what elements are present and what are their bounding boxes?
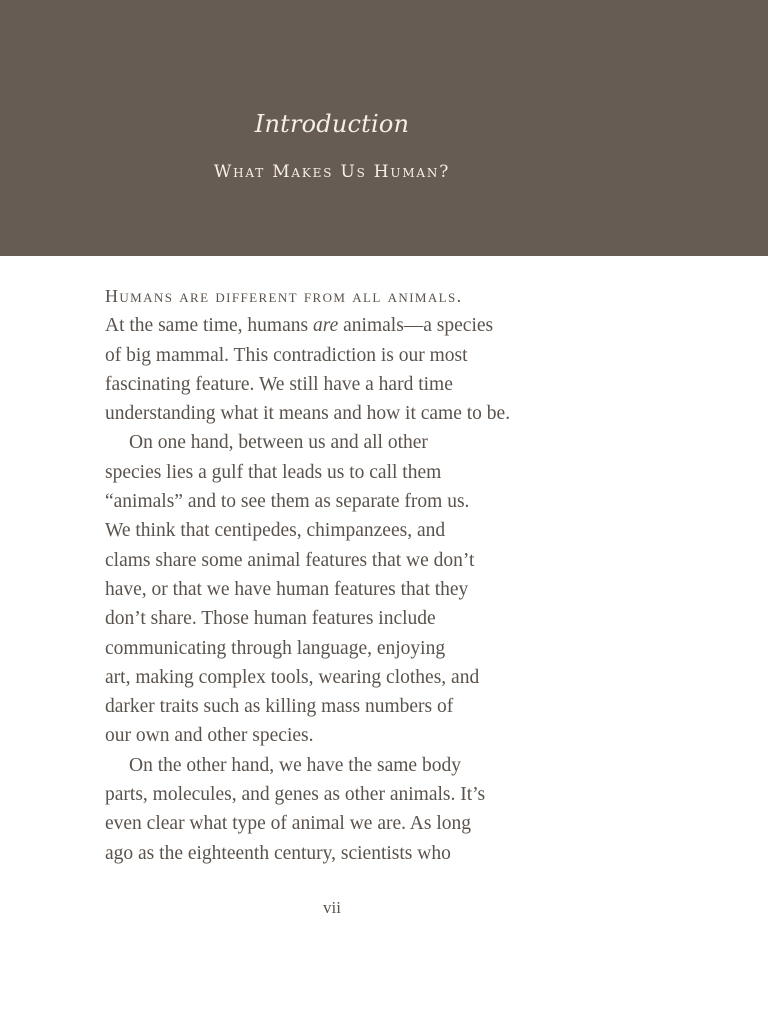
opening-line: Humans are different from all animals. [105,286,463,306]
paragraph-2 [105,428,561,750]
chapter-header-band [0,0,768,256]
body-text [105,282,561,868]
chapter-label: Introduction [254,110,410,138]
text-line: On one hand, between us and all other [129,432,428,454]
text-line: understanding what it means and how it came to be. [105,403,511,425]
emphasis: are [312,315,339,337]
text-line: ago as the eighteenth century, scientists who [105,842,451,864]
text-line: We think that centipedes, chimpanzees, and [105,520,446,542]
text-line: clams share some animal features that we don’t [105,549,475,571]
text-line: our own and other species. [105,725,314,747]
page-number: vii [323,898,341,917]
text-line: fascinating feature. We still have a hard time [105,373,453,395]
text-line: have, or that we have human features that they [105,578,469,600]
text-line: On the other hand, we have the same body [129,754,461,776]
text-line: “animals” and to see them as separate from us. [105,491,470,513]
text-line: communicating through language, enjoying [105,637,446,659]
text-run: At the same time, humans [105,315,313,337]
chapter-title: What Makes Us Human? [213,162,451,182]
text-line: art, making complex tools, wearing clothes, and [105,666,480,688]
text-line: don’t share. Those human features include [105,608,436,630]
paragraph-1 [105,282,561,428]
text-line: even clear what type of animal we are. As long [105,813,472,835]
text-run: animals—a species [338,315,494,337]
text-line: parts, molecules, and genes as other animals. It’s [105,784,486,806]
text-line: of big mammal. This contradiction is our most [105,344,468,366]
text-line [105,311,561,340]
text-line: darker traits such as killing mass numbers of [105,696,454,718]
paragraph-3 [105,751,561,868]
text-line: species lies a gulf that leads us to call them [105,461,442,483]
